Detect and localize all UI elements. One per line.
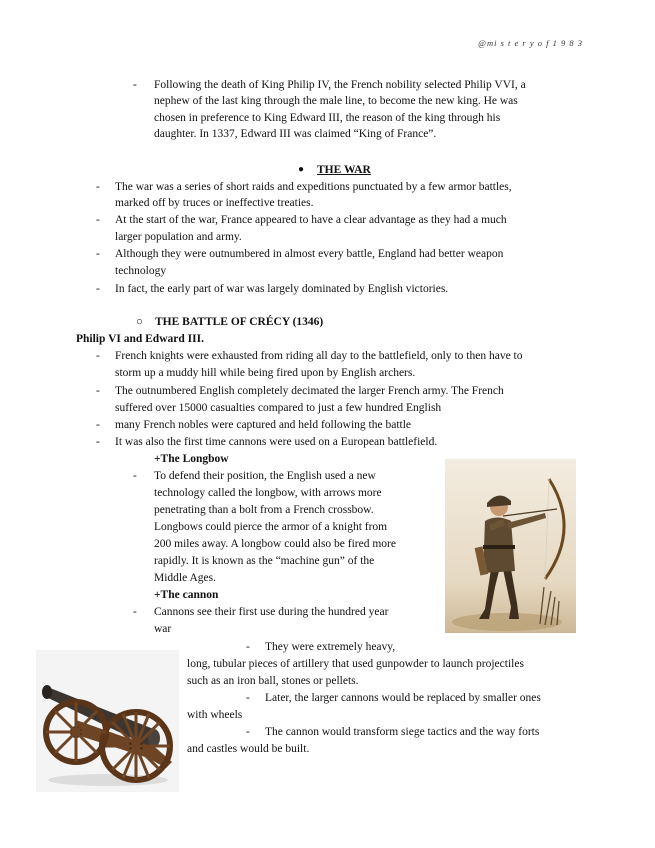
intro-line: daughter. In 1337, Edward III was claimed “King of France”. bbox=[154, 128, 437, 140]
cannon-sub-dash: - bbox=[246, 692, 250, 704]
crecy-item-dash: - bbox=[96, 436, 100, 448]
intro-line: nephew of the last king through the male line, to become the new king. He was bbox=[154, 95, 518, 107]
longbow-line: 200 miles away. A longbow could also be fired more bbox=[154, 538, 396, 550]
war-item-dash: - bbox=[96, 283, 100, 295]
cannon-sub-line: and castles would be built. bbox=[187, 743, 310, 755]
longbow-heading: +The Longbow bbox=[154, 453, 229, 465]
cannon-sub-dash: - bbox=[246, 726, 250, 738]
war-item-line: At the start of the war, France appeared to have a clear advantage as they had a much bbox=[115, 214, 507, 226]
cannon-sub-line: with wheels bbox=[187, 709, 243, 721]
watermark-text: @mi s t e r y o f 1 9 8 3 bbox=[478, 38, 583, 48]
crecy-item-dash: - bbox=[96, 419, 100, 431]
cannon-sub-line: They were extremely heavy, bbox=[265, 641, 396, 653]
intro-line: Following the death of King Philip IV, the French nobility selected Philip VVI, a bbox=[154, 79, 526, 91]
cannon-dash: - bbox=[133, 606, 137, 618]
war-item-dash: - bbox=[96, 181, 100, 193]
longbow-line: rapidly. It is known as the “machine gun” of the bbox=[154, 555, 375, 567]
cannon-line: Cannons see their first use during the hundred year bbox=[154, 606, 389, 618]
war-item-line: In fact, the early part of war was largely dominated by English victories. bbox=[115, 283, 449, 295]
war-heading: THE WAR bbox=[317, 164, 371, 176]
crecy-item-line: The outnumbered English completely decimated the larger French army. The French bbox=[115, 385, 504, 397]
longbow-line: To defend their position, the English used a new bbox=[154, 470, 376, 482]
crecy-item-dash: - bbox=[96, 350, 100, 362]
crecy-item-line: It was also the first time cannons were used on a European battlefield. bbox=[115, 436, 438, 448]
war-item-line: Although they were outnumbered in almost every battle, England had better weapon bbox=[115, 248, 504, 260]
crecy-item-line: many French nobles were captured and held following the battle bbox=[115, 419, 412, 431]
cannon-illustration bbox=[36, 650, 179, 792]
war-item-line: larger population and army. bbox=[115, 231, 242, 243]
intro-line: chosen in preference to King Edward III, the reason of the king through his bbox=[154, 112, 501, 124]
longbow-line: technology called the longbow, with arrows more bbox=[154, 487, 382, 499]
crecy-item-dash: - bbox=[96, 385, 100, 397]
war-item-line: marked off by truces or ineffective treaties. bbox=[115, 197, 314, 209]
crecy-heading: THE BATTLE OF CRÉCY (1346) bbox=[155, 316, 324, 328]
intro-dash: - bbox=[133, 79, 137, 91]
crecy-item-line: storm up a muddy hill while being fired upon by English archers. bbox=[115, 367, 416, 379]
cannon-line: war bbox=[154, 623, 172, 635]
crecy-item-line: French knights were exhausted from riding all day to the battlefield, only to then have to bbox=[115, 350, 523, 362]
cannon-sub-line: long, tubular pieces of artillery that used gunpowder to launch projectiles bbox=[187, 658, 524, 670]
crecy-item-line: suffered over 15000 casualties compared to just a few hundred English bbox=[115, 402, 442, 414]
crecy-subtitle: Philip VI and Edward III. bbox=[76, 333, 204, 345]
war-item-line: technology bbox=[115, 265, 167, 277]
crecy-bullet: ○ bbox=[136, 316, 143, 328]
war-bullet: ● bbox=[298, 164, 305, 175]
cannon-sub-dash: - bbox=[246, 641, 250, 653]
cannon-sub-line: Later, the larger cannons would be replaced by smaller ones bbox=[265, 692, 541, 704]
longbow-dash: - bbox=[133, 470, 137, 482]
cannon-sub-line: The cannon would transform siege tactics and the way forts bbox=[265, 726, 540, 738]
longbow-line: Longbows could pierce the armor of a knight from bbox=[154, 521, 388, 533]
war-item-dash: - bbox=[96, 214, 100, 226]
cannon-sub-line: such as an iron ball, stones or pellets. bbox=[187, 675, 359, 687]
longbow-line: penetrating than a bolt from a French crossbow. bbox=[154, 504, 374, 516]
cannon-heading: +The cannon bbox=[154, 589, 219, 601]
longbow-line: Middle Ages. bbox=[154, 572, 216, 584]
war-item-line: The war was a series of short raids and expeditions punctuated by a few armor battles, bbox=[115, 181, 512, 193]
war-item-dash: - bbox=[96, 248, 100, 260]
archer-illustration bbox=[445, 459, 576, 633]
